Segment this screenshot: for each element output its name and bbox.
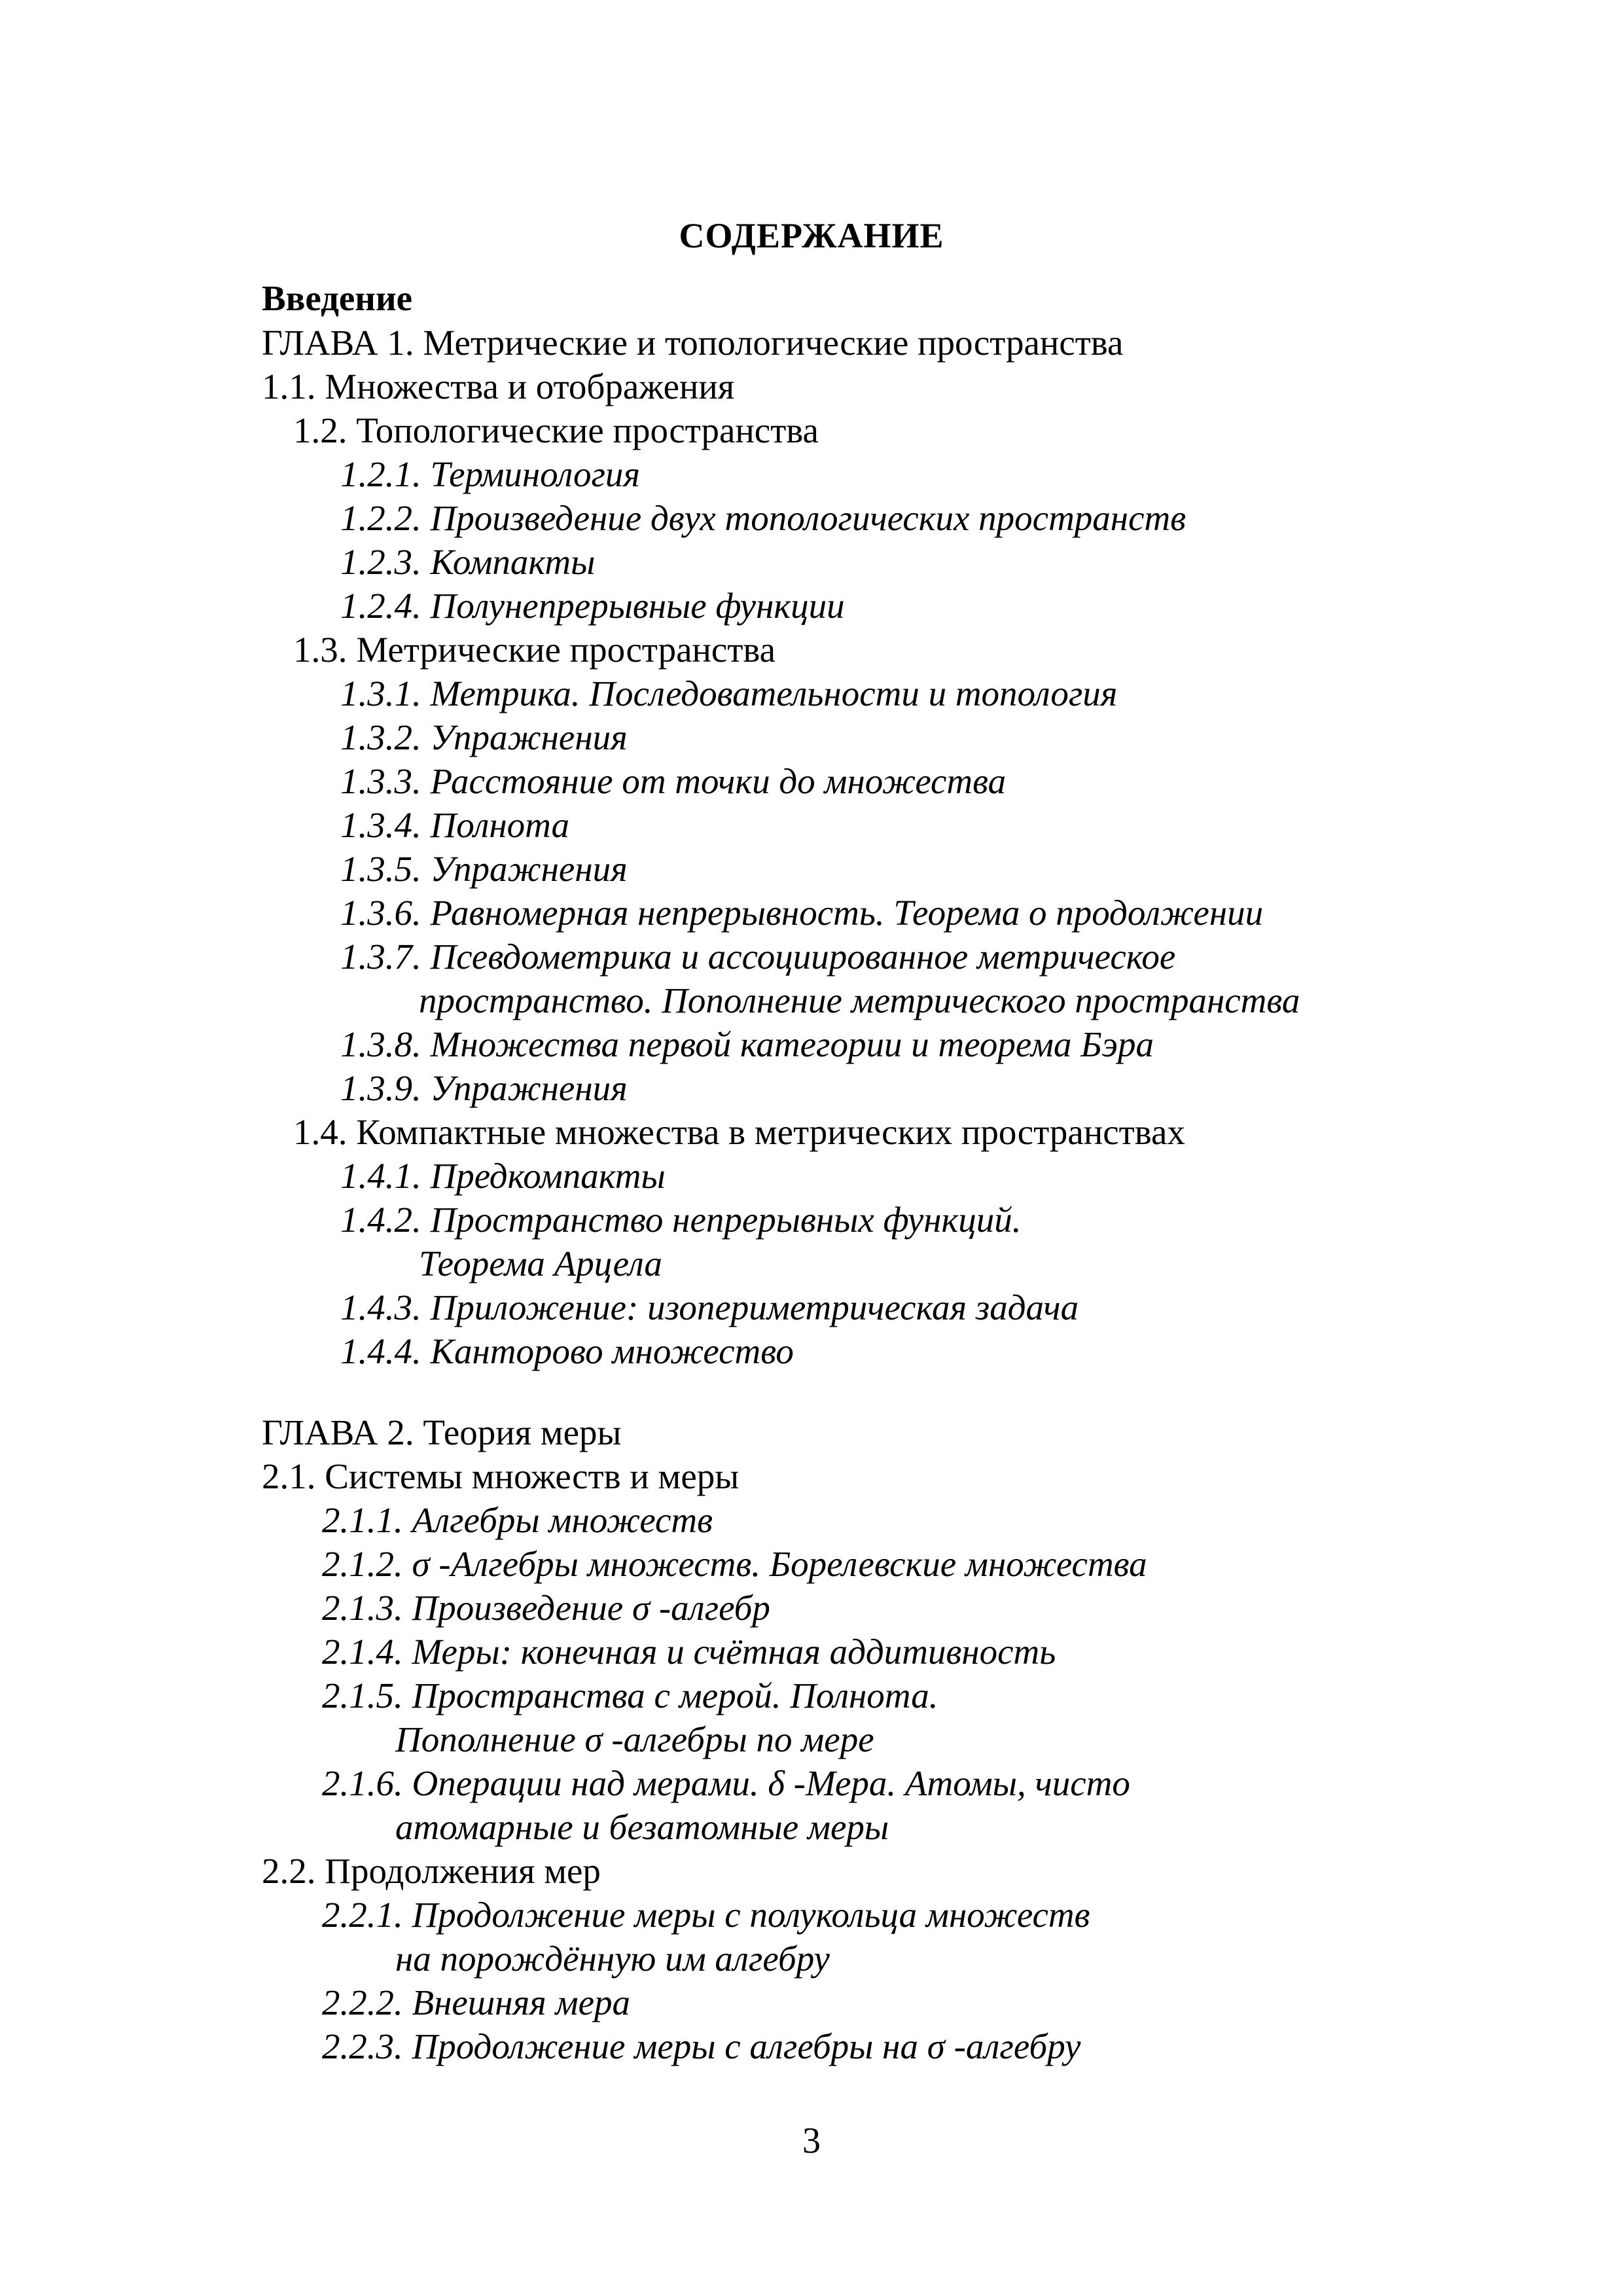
toc-subsection-1-4-3: 1.4.3. Приложение: изопериметрическая задача [340, 1287, 1079, 1327]
toc-subsection-2-1-5: 2.1.5. Пространства с мерой. Полнота. [322, 1676, 938, 1715]
toc-intro: Введение [262, 278, 413, 318]
toc-section-1-3: 1.3. Метрические пространства [293, 630, 776, 670]
toc-subsection-2-2-1-cont: на порождённую им алгебру [395, 1939, 830, 1979]
toc-chapter-2: ГЛАВА 2. Теория меры [262, 1412, 622, 1452]
toc-subsection-2-1-6-cont: атомарные и безатомные меры [395, 1807, 889, 1847]
toc-subsection-1-3-9: 1.3.9. Упражнения [340, 1068, 628, 1108]
page-number: 3 [802, 2121, 821, 2161]
toc-subsection-1-4-2: 1.4.2. Пространство непрерывных функций. [340, 1200, 1022, 1240]
toc-subsection-1-3-4: 1.3.4. Полнота [340, 805, 570, 845]
toc-subsection-1-2-4: 1.2.4. Полунепрерывные функции [340, 586, 845, 626]
toc-section-1-1: 1.1. Множества и отображения [262, 367, 735, 406]
toc-subsection-1-3-5: 1.3.5. Упражнения [340, 849, 628, 889]
toc-subsection-1-4-1: 1.4.1. Предкомпакты [340, 1156, 666, 1196]
toc-section-1-2: 1.2. Топологические пространства [293, 410, 819, 450]
toc-subsection-2-2-2: 2.2.2. Внешняя мера [322, 1982, 630, 2022]
toc-subsection-2-1-4: 2.1.4. Меры: конечная и счётная аддитивность [322, 1632, 1056, 1672]
toc-subsection-1-4-2-cont: Теорема Арцела [419, 1244, 662, 1283]
toc-section-1-4: 1.4. Компактные множества в метрических пространствах [293, 1112, 1185, 1152]
toc-subsection-1-3-2: 1.3.2. Упражнения [340, 717, 628, 757]
toc-subsection-1-2-3: 1.2.3. Компакты [340, 542, 596, 582]
toc-subsection-2-1-1: 2.1.1. Алгебры множеств [322, 1500, 713, 1540]
toc-subsection-1-3-7-cont: пространство. Пополнение метрического пространства [419, 980, 1300, 1020]
toc-subsection-1-3-6: 1.3.6. Равномерная непрерывность. Теорема о продолжении [340, 893, 1264, 933]
toc-section-2-2: 2.2. Продолжения мер [262, 1851, 601, 1891]
toc-subsection-2-2-3: 2.2.3. Продолжение меры с алгебры на σ -алгебру [322, 2026, 1081, 2066]
toc-subsection-1-3-3: 1.3.3. Расстояние от точки до множества [340, 761, 1007, 801]
toc-subsection-1-3-1: 1.3.1. Метрика. Последовательности и топология [340, 673, 1118, 713]
toc-subsection-1-3-8: 1.3.8. Множества первой категории и теорема Бэра [340, 1024, 1154, 1064]
toc-subsection-2-1-5-cont: Пополнение σ -алгебры по мере [395, 1719, 874, 1759]
toc-chapter-1: ГЛАВА 1. Метрические и топологические пространства [262, 323, 1124, 363]
toc-subsection-2-1-3: 2.1.3. Произведение σ -алгебр [322, 1588, 770, 1628]
toc-subsection-2-1-2: 2.1.2. σ -Алгебры множеств. Борелевские множества [322, 1544, 1147, 1584]
toc-subsection-2-2-1: 2.2.1. Продолжение меры с полукольца множеств [322, 1895, 1090, 1935]
toc-subsection-1-3-7: 1.3.7. Псевдометрика и ассоциированное метрическое [340, 937, 1176, 977]
page-title: СОДЕРЖАНИЕ [679, 216, 944, 255]
toc-section-2-1: 2.1. Системы множеств и меры [262, 1456, 740, 1496]
toc-subsection-2-1-6: 2.1.6. Операции над мерами. δ -Мера. Атомы, чисто [322, 1763, 1130, 1803]
toc-subsection-1-4-4: 1.4.4. Канторово множество [340, 1331, 794, 1371]
toc-subsection-1-2-2: 1.2.2. Произведение двух топологических пространств [340, 498, 1186, 538]
toc-subsection-1-2-1: 1.2.1. Терминология [340, 454, 640, 494]
